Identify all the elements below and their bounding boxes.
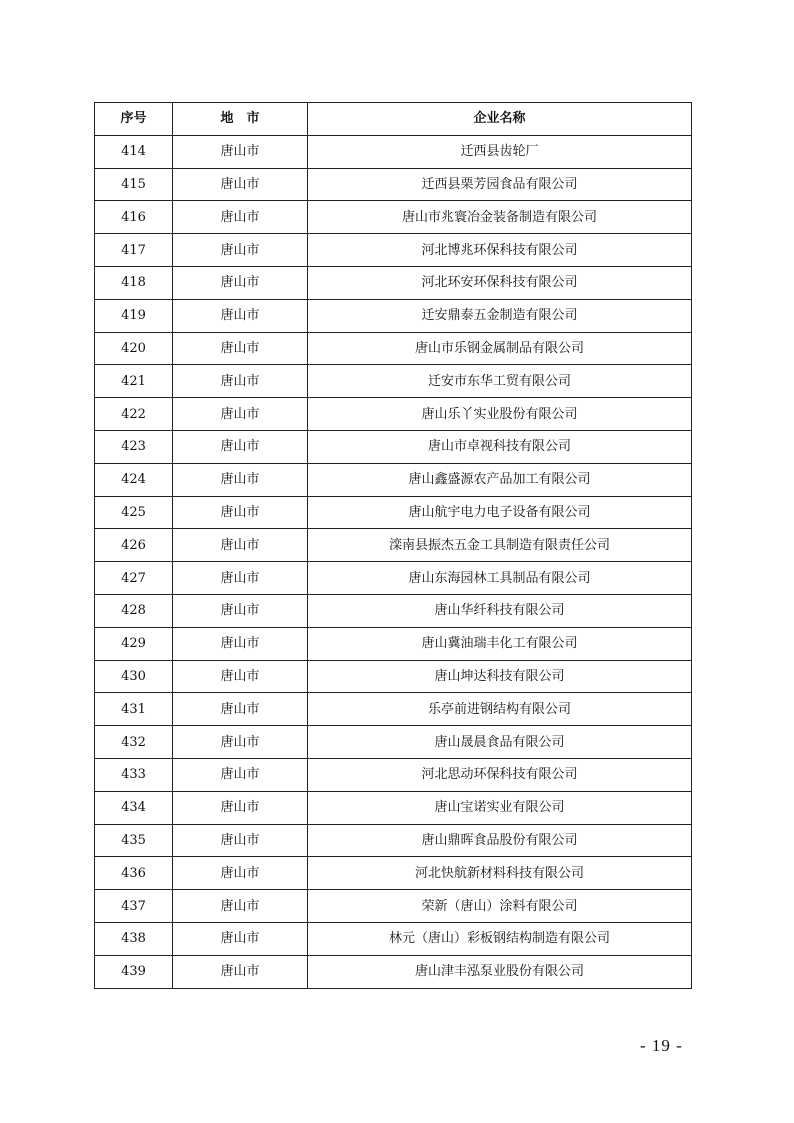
cell-city: 唐山市 bbox=[173, 201, 308, 234]
cell-city: 唐山市 bbox=[173, 365, 308, 398]
cell-company: 唐山市卓视科技有限公司 bbox=[308, 430, 692, 463]
cell-company: 河北博兆环保科技有限公司 bbox=[308, 234, 692, 267]
table-row bbox=[95, 562, 692, 595]
cell-company: 唐山宝诺实业有限公司 bbox=[308, 791, 692, 824]
cell-city: 唐山市 bbox=[173, 726, 308, 759]
cell-serial: 423 bbox=[95, 430, 173, 463]
table-row bbox=[95, 922, 692, 955]
table-header-row bbox=[95, 103, 692, 136]
cell-city: 唐山市 bbox=[173, 791, 308, 824]
cell-city: 唐山市 bbox=[173, 430, 308, 463]
cell-serial: 420 bbox=[95, 332, 173, 365]
table-row bbox=[95, 463, 692, 496]
cell-city: 唐山市 bbox=[173, 627, 308, 660]
cell-city: 唐山市 bbox=[173, 758, 308, 791]
cell-city: 唐山市 bbox=[173, 529, 308, 562]
cell-company: 唐山冀油瑞丰化工有限公司 bbox=[308, 627, 692, 660]
table-row bbox=[95, 890, 692, 923]
cell-city: 唐山市 bbox=[173, 857, 308, 890]
cell-city: 唐山市 bbox=[173, 693, 308, 726]
cell-company: 唐山乐丫实业股份有限公司 bbox=[308, 398, 692, 431]
cell-city: 唐山市 bbox=[173, 398, 308, 431]
cell-serial: 418 bbox=[95, 266, 173, 299]
cell-company: 迁西县齿轮厂 bbox=[308, 135, 692, 168]
cell-company: 荣新（唐山）涂料有限公司 bbox=[308, 890, 692, 923]
table-row bbox=[95, 201, 692, 234]
table-row bbox=[95, 234, 692, 267]
cell-company: 乐亭前进钢结构有限公司 bbox=[308, 693, 692, 726]
cell-serial: 430 bbox=[95, 660, 173, 693]
table-row bbox=[95, 135, 692, 168]
cell-city: 唐山市 bbox=[173, 463, 308, 496]
cell-serial: 424 bbox=[95, 463, 173, 496]
cell-company: 河北环安环保科技有限公司 bbox=[308, 266, 692, 299]
cell-company: 唐山市乐钢金属制品有限公司 bbox=[308, 332, 692, 365]
table-row bbox=[95, 594, 692, 627]
cell-city: 唐山市 bbox=[173, 266, 308, 299]
cell-company: 迁西县栗芳园食品有限公司 bbox=[308, 168, 692, 201]
cell-city: 唐山市 bbox=[173, 135, 308, 168]
cell-company: 唐山市兆寰冶金装备制造有限公司 bbox=[308, 201, 692, 234]
cell-company: 河北思动环保科技有限公司 bbox=[308, 758, 692, 791]
cell-city: 唐山市 bbox=[173, 824, 308, 857]
table-row bbox=[95, 398, 692, 431]
header-company: 企业名称 bbox=[308, 103, 692, 136]
cell-city: 唐山市 bbox=[173, 496, 308, 529]
cell-city: 唐山市 bbox=[173, 234, 308, 267]
table-row bbox=[95, 299, 692, 332]
table-row bbox=[95, 496, 692, 529]
cell-city: 唐山市 bbox=[173, 299, 308, 332]
cell-city: 唐山市 bbox=[173, 562, 308, 595]
cell-company: 唐山航宇电力电子设备有限公司 bbox=[308, 496, 692, 529]
cell-company: 唐山东海园林工具制品有限公司 bbox=[308, 562, 692, 595]
cell-company: 唐山鼎晖食品股份有限公司 bbox=[308, 824, 692, 857]
cell-serial: 416 bbox=[95, 201, 173, 234]
cell-company: 迁安市东华工贸有限公司 bbox=[308, 365, 692, 398]
header-city: 地 市 bbox=[173, 103, 308, 136]
cell-serial: 433 bbox=[95, 758, 173, 791]
cell-city: 唐山市 bbox=[173, 955, 308, 988]
cell-serial: 436 bbox=[95, 857, 173, 890]
cell-company: 迁安鼎泰五金制造有限公司 bbox=[308, 299, 692, 332]
cell-city: 唐山市 bbox=[173, 332, 308, 365]
cell-city: 唐山市 bbox=[173, 660, 308, 693]
table-row bbox=[95, 627, 692, 660]
table-row bbox=[95, 824, 692, 857]
cell-company: 林元（唐山）彩板钢结构制造有限公司 bbox=[308, 922, 692, 955]
cell-company: 河北快航新材料科技有限公司 bbox=[308, 857, 692, 890]
cell-serial: 417 bbox=[95, 234, 173, 267]
cell-serial: 434 bbox=[95, 791, 173, 824]
cell-company: 唐山华纤科技有限公司 bbox=[308, 594, 692, 627]
cell-serial: 426 bbox=[95, 529, 173, 562]
table-row bbox=[95, 332, 692, 365]
table-row bbox=[95, 758, 692, 791]
table-row bbox=[95, 266, 692, 299]
table-row bbox=[95, 693, 692, 726]
cell-serial: 432 bbox=[95, 726, 173, 759]
cell-serial: 419 bbox=[95, 299, 173, 332]
page-number: - 19 - bbox=[640, 1036, 683, 1055]
cell-serial: 422 bbox=[95, 398, 173, 431]
table-row bbox=[95, 430, 692, 463]
table-row bbox=[95, 955, 692, 988]
cell-serial: 428 bbox=[95, 594, 173, 627]
cell-serial: 421 bbox=[95, 365, 173, 398]
cell-serial: 439 bbox=[95, 955, 173, 988]
table-row bbox=[95, 660, 692, 693]
cell-company: 唐山坤达科技有限公司 bbox=[308, 660, 692, 693]
cell-serial: 438 bbox=[95, 922, 173, 955]
cell-serial: 435 bbox=[95, 824, 173, 857]
cell-serial: 415 bbox=[95, 168, 173, 201]
header-serial: 序号 bbox=[95, 103, 173, 136]
cell-serial: 425 bbox=[95, 496, 173, 529]
cell-company: 唐山津丰泓泵业股份有限公司 bbox=[308, 955, 692, 988]
cell-serial: 414 bbox=[95, 135, 173, 168]
enterprise-table bbox=[94, 102, 692, 989]
cell-serial: 437 bbox=[95, 890, 173, 923]
cell-city: 唐山市 bbox=[173, 922, 308, 955]
table-row bbox=[95, 529, 692, 562]
cell-city: 唐山市 bbox=[173, 890, 308, 923]
table-row bbox=[95, 857, 692, 890]
table-row bbox=[95, 791, 692, 824]
cell-city: 唐山市 bbox=[173, 594, 308, 627]
cell-serial: 427 bbox=[95, 562, 173, 595]
cell-city: 唐山市 bbox=[173, 168, 308, 201]
cell-serial: 431 bbox=[95, 693, 173, 726]
table-row bbox=[95, 365, 692, 398]
table-row bbox=[95, 726, 692, 759]
table-row bbox=[95, 168, 692, 201]
cell-company: 唐山鑫盛源农产品加工有限公司 bbox=[308, 463, 692, 496]
cell-serial: 429 bbox=[95, 627, 173, 660]
cell-company: 滦南县振杰五金工具制造有限责任公司 bbox=[308, 529, 692, 562]
cell-company: 唐山晟晨食品有限公司 bbox=[308, 726, 692, 759]
